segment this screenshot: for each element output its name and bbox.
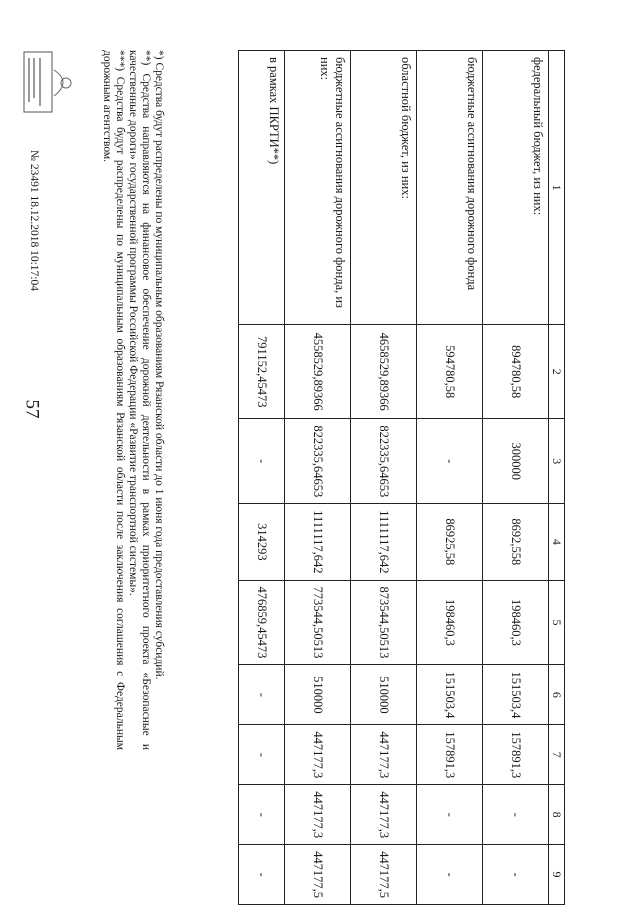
col-header: 1 bbox=[549, 51, 565, 325]
table-cell: 773544,50513 bbox=[285, 580, 351, 665]
row-label: бюджетные ассигнования дорожного фонда bbox=[417, 51, 483, 325]
table-cell: 4558529,89366 bbox=[285, 325, 351, 419]
footnotes bbox=[100, 50, 165, 750]
document-registration-label: № 23491 18.12.2018 10:17:04 bbox=[28, 150, 40, 291]
table-cell: 822335,64653 bbox=[351, 419, 417, 504]
table-cell: 198460,3 bbox=[417, 580, 483, 665]
table-row bbox=[239, 51, 285, 905]
col-header: 5 bbox=[549, 580, 565, 665]
table-cell: 300000 bbox=[483, 419, 549, 504]
table-cell: 157891,3 bbox=[417, 725, 483, 785]
table-cell: 822335,64653 bbox=[285, 419, 351, 504]
table-row bbox=[351, 51, 417, 905]
table-cell: - bbox=[417, 419, 483, 504]
footnote: ***) Средства будут распределены по муниципальным образованиям Рязанской области после заключения соглашения с Федеральным дорожным агентством. bbox=[101, 50, 126, 750]
table-row bbox=[417, 51, 483, 905]
table-cell: - bbox=[239, 725, 285, 785]
table-cell: 4658529,89366 bbox=[351, 325, 417, 419]
col-header: 6 bbox=[549, 665, 565, 725]
col-header: 9 bbox=[549, 845, 565, 905]
table-cell: 198460,3 bbox=[483, 580, 549, 665]
row-label: в рамках ПКРТИ**) bbox=[239, 51, 285, 325]
table-cell: - bbox=[417, 845, 483, 905]
registration-stamp-icon bbox=[18, 50, 80, 140]
table-cell: 873544,50513 bbox=[351, 580, 417, 665]
row-label: федеральный бюджет, из них: bbox=[483, 51, 549, 325]
table-cell: 447177,3 bbox=[351, 785, 417, 845]
table-cell: - bbox=[417, 785, 483, 845]
footnote: *) Средства будут распределены по муниципальным образованиям Рязанской области до 1 июня года предоставления субсидий. bbox=[153, 50, 165, 680]
col-header: 2 bbox=[549, 325, 565, 419]
col-header: 4 bbox=[549, 504, 565, 580]
page-number: 57 bbox=[21, 399, 43, 419]
table-cell: 157891,3 bbox=[483, 725, 549, 785]
row-label: бюджетные ассигнования дорожного фонда, из них: bbox=[285, 51, 351, 325]
table-cell: 151503,4 bbox=[417, 665, 483, 725]
col-header: 8 bbox=[549, 785, 565, 845]
table-cell: - bbox=[483, 785, 549, 845]
table-cell: 447177,3 bbox=[351, 725, 417, 785]
table-cell: 86925,58 bbox=[417, 504, 483, 580]
table-cell: 314293 bbox=[239, 504, 285, 580]
col-header: 7 bbox=[549, 725, 565, 785]
table-cell: 151503,4 bbox=[483, 665, 549, 725]
table-cell: 510000 bbox=[285, 665, 351, 725]
table-cell: 476859,45473 bbox=[239, 580, 285, 665]
table-cell: 1111117,642 bbox=[285, 504, 351, 580]
col-header: 3 bbox=[549, 419, 565, 504]
table-cell: 447177,5 bbox=[351, 845, 417, 905]
table-cell: - bbox=[239, 665, 285, 725]
row-label: областной бюджет, из них: bbox=[351, 51, 417, 325]
table-cell: - bbox=[239, 785, 285, 845]
table-row bbox=[483, 51, 549, 905]
table-cell: 447177,3 bbox=[285, 725, 351, 785]
table-cell: 1111117,642 bbox=[351, 504, 417, 580]
table-cell: 8692,558 bbox=[483, 504, 549, 580]
table-row bbox=[285, 51, 351, 905]
table-cell: - bbox=[239, 419, 285, 504]
budget-table bbox=[238, 50, 565, 905]
table-header-row bbox=[549, 51, 565, 905]
table-cell: - bbox=[239, 845, 285, 905]
table-cell: 791152,45473 bbox=[239, 325, 285, 419]
footnote: **) Средства направляются на финансовое обеспечение дорожной деятельности в рамках приоритетного проекта «Безопасные и качественные дороги» государственной программы Российской Федерации «Развитие транспортной системы». bbox=[127, 50, 152, 750]
table-cell: 447177,3 bbox=[285, 785, 351, 845]
table-cell: 894780,58 bbox=[483, 325, 549, 419]
table-cell: 594780,58 bbox=[417, 325, 483, 419]
table-cell: 510000 bbox=[351, 665, 417, 725]
table-cell: 447177,5 bbox=[285, 845, 351, 905]
table-cell: - bbox=[483, 845, 549, 905]
